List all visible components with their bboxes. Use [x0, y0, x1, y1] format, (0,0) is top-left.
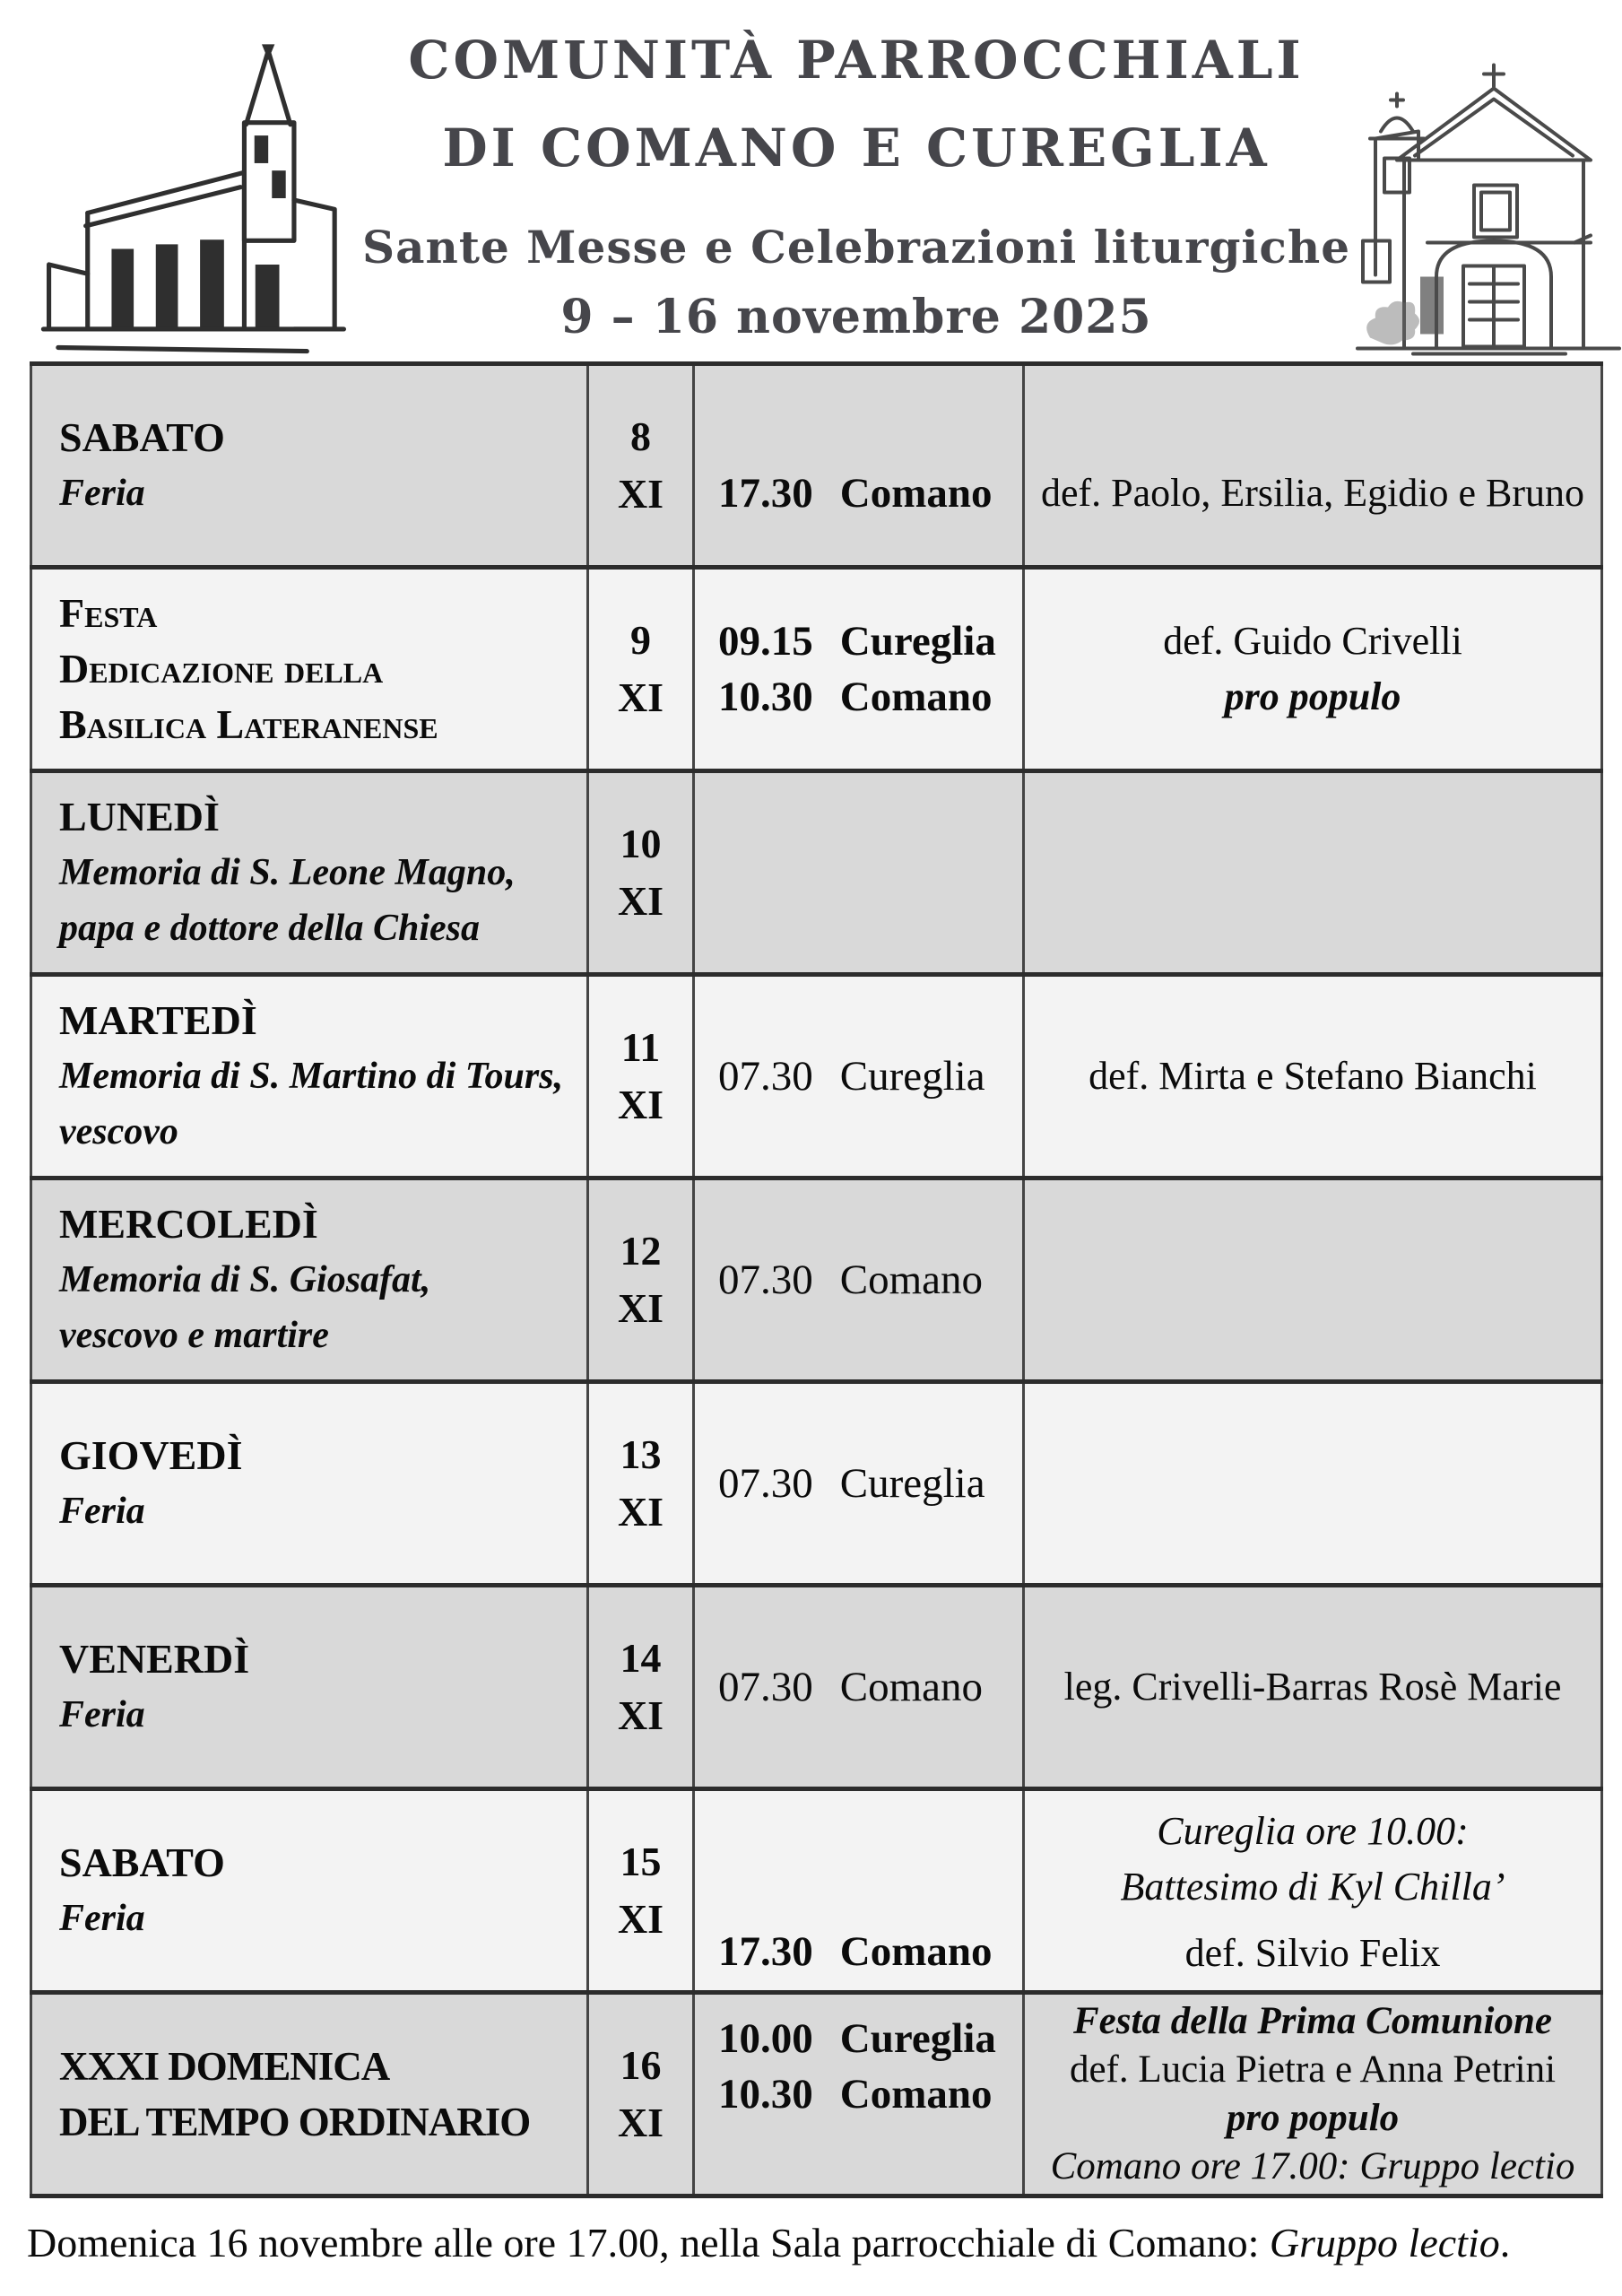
date-month: XI	[617, 878, 664, 924]
times-cell	[694, 975, 1024, 1178]
mass-time: 07.30	[718, 1664, 813, 1710]
date-month: XI	[617, 1489, 664, 1535]
intentions-cell	[1024, 1789, 1602, 1993]
times-cell	[694, 364, 1024, 568]
mass-intention: def. Paolo, Ersilia, Egidio e Bruno	[1040, 471, 1585, 515]
date-range: 9 – 16 novembre 2025	[560, 290, 1152, 344]
mass-intention: pro populo	[1224, 674, 1401, 718]
date-month: XI	[617, 1285, 664, 1331]
day-name: MERCOLEDÌ	[59, 1201, 318, 1247]
page-subtitle: Sante Messe e Celebrazioni liturgiche	[362, 221, 1351, 274]
date-month: XI	[617, 1082, 664, 1127]
row-venerdi-14	[31, 1586, 1602, 1789]
row-sabato-8	[31, 364, 1602, 568]
intentions-cell	[1024, 975, 1602, 1178]
intentions-cell	[1024, 771, 1602, 975]
day-name: SABATO	[59, 414, 225, 460]
mass-place: Cureglia	[839, 1053, 985, 1100]
event-note-line-2: Battesimo di Kyl Chilla’	[1120, 1865, 1505, 1909]
date-cell	[588, 1993, 694, 2196]
date-number: 13	[620, 1431, 662, 1477]
day-name: MARTEDÌ	[59, 997, 257, 1043]
church-sketch-drawing	[30, 32, 362, 364]
date-cell	[588, 1178, 694, 1382]
day-name-line-3: Basilica Lateranense	[59, 701, 438, 747]
mass-place: Cureglia	[839, 618, 996, 665]
day-name: XXXI DOMENICA	[59, 2044, 390, 2089]
date-number: 14	[620, 1635, 662, 1681]
row-festa-9	[31, 568, 1602, 771]
row-domenica-16	[31, 1993, 1602, 2196]
footer-italic: Gruppo lectio	[1269, 2220, 1500, 2266]
mass-time: 10.30	[718, 674, 813, 720]
times-cell	[694, 568, 1024, 771]
chapel-sketch-drawing	[1350, 48, 1622, 358]
mass-place: Comano	[839, 1257, 984, 1303]
date-month: XI	[617, 1692, 664, 1738]
intentions-cell	[1024, 1178, 1602, 1382]
times-cell	[694, 1789, 1024, 1993]
footer-text: Domenica 16 novembre alle ore 17.00, nella Sala parrocchiale di Comano:	[27, 2220, 1270, 2266]
day-detail-line-2: papa e dottore della Chiesa	[59, 908, 480, 949]
day-name: SABATO	[59, 1839, 225, 1885]
date-cell	[588, 1382, 694, 1586]
intentions-cell	[1024, 1382, 1602, 1586]
mass-place: Comano	[839, 470, 993, 517]
day-cell	[31, 975, 588, 1178]
day-detail: Memoria di S. Leone Magno,	[59, 852, 516, 893]
mass-time: 10.00	[718, 2015, 813, 2062]
footer-note	[27, 2216, 1622, 2270]
day-cell	[31, 1789, 588, 1993]
day-detail: Feria	[59, 473, 145, 514]
day-cell	[31, 1586, 588, 1789]
mass-time: 10.30	[718, 2071, 813, 2118]
mass-time: 17.30	[718, 1928, 813, 1975]
day-name: GIOVEDÌ	[59, 1432, 243, 1478]
day-detail: Feria	[59, 1898, 145, 1939]
day-cell	[31, 364, 588, 568]
day-name-line-2: DEL TEMPO ORDINARIO	[59, 2100, 531, 2144]
date-cell	[588, 1586, 694, 1789]
mass-place: Comano	[839, 2071, 993, 2118]
mass-intention: def. Silvio Felix	[1184, 1931, 1441, 1975]
intentions-cell	[1024, 568, 1602, 771]
intentions-cell	[1024, 1993, 1602, 2196]
day-detail: Feria	[59, 1491, 145, 1532]
intentions-cell	[1024, 1586, 1602, 1789]
mass-place: Comano	[839, 1928, 993, 1975]
header	[0, 0, 1622, 361]
day-detail-line-2: vescovo e martire	[59, 1315, 329, 1356]
date-month: XI	[617, 1896, 664, 1942]
day-cell	[31, 771, 588, 975]
row-giovedi-13	[31, 1382, 1602, 1586]
intentions-cell	[1024, 364, 1602, 568]
mass-time: 07.30	[718, 1053, 813, 1100]
row-martedi-11	[31, 975, 1602, 1178]
date-number: 12	[620, 1228, 662, 1274]
mass-time: 09.15	[718, 618, 813, 665]
date-month: XI	[617, 471, 664, 517]
church-sketch-left	[30, 32, 362, 364]
mass-intention: def. Lucia Pietra e Anna Petrini	[1069, 2048, 1557, 2091]
date-number: 9	[630, 617, 651, 663]
day-name: LUNEDÌ	[59, 794, 220, 839]
mass-place: Cureglia	[839, 2015, 996, 2062]
times-cell	[694, 1178, 1024, 1382]
date-cell	[588, 1789, 694, 1993]
mass-time: 17.30	[718, 470, 813, 517]
mass-time: 07.30	[718, 1257, 813, 1303]
page-title-line-2: DI COMANO E CUREGLIA	[442, 117, 1271, 178]
date-cell	[588, 568, 694, 771]
mass-schedule-table	[30, 361, 1603, 2198]
times-cell	[694, 771, 1024, 975]
mass-intention: leg. Crivelli-Barras Rosè Marie	[1063, 1665, 1562, 1709]
row-mercoledi-12	[31, 1178, 1602, 1382]
page-title-line-1: COMUNITÀ PARROCCHIALI	[408, 30, 1305, 91]
date-number: 8	[630, 413, 651, 459]
date-number: 11	[620, 1024, 661, 1070]
footer-period: .	[1499, 2220, 1511, 2266]
row-sabato-15	[31, 1789, 1602, 1993]
day-name: VENERDÌ	[59, 1636, 250, 1682]
event-note: Comano ore 17.00: Gruppo lectio	[1050, 2145, 1575, 2187]
date-cell	[588, 975, 694, 1178]
day-cell	[31, 1382, 588, 1586]
mass-place: Cureglia	[839, 1460, 985, 1507]
mass-intention: def. Mirta e Stefano Bianchi	[1089, 1054, 1537, 1098]
day-cell	[31, 568, 588, 771]
day-cell	[31, 1178, 588, 1382]
times-cell	[694, 1586, 1024, 1789]
date-cell	[588, 771, 694, 975]
mass-place: Comano	[839, 674, 993, 720]
times-cell	[694, 1382, 1024, 1586]
event-title: Festa della Prima Comunione	[1073, 2000, 1552, 2042]
day-name-line-2: Dedicazione della	[59, 646, 384, 691]
row-lunedi-10	[31, 771, 1602, 975]
mass-intention: def. Guido Crivelli	[1163, 619, 1462, 663]
times-cell	[694, 1993, 1024, 2196]
mass-time: 07.30	[718, 1460, 813, 1507]
date-number: 15	[620, 1839, 662, 1884]
day-detail: Memoria di S. Martino di Tours,	[59, 1056, 564, 1097]
mass-place: Comano	[839, 1664, 984, 1710]
date-number: 10	[620, 821, 662, 866]
day-cell	[31, 1993, 588, 2196]
day-detail-line-2: vescovo	[59, 1111, 178, 1152]
day-detail: Memoria di S. Giosafat,	[59, 1259, 431, 1300]
event-note: Cureglia ore 10.00:	[1157, 1809, 1469, 1853]
date-cell	[588, 364, 694, 568]
chapel-sketch-right	[1350, 48, 1622, 358]
day-detail: Feria	[59, 1694, 145, 1735]
date-number: 16	[620, 2042, 662, 2088]
day-name: Festa	[59, 590, 158, 636]
date-month: XI	[617, 674, 664, 720]
header-text	[362, 16, 1350, 361]
date-month: XI	[617, 2100, 664, 2145]
mass-intention-pro-populo: pro populo	[1226, 2097, 1400, 2139]
